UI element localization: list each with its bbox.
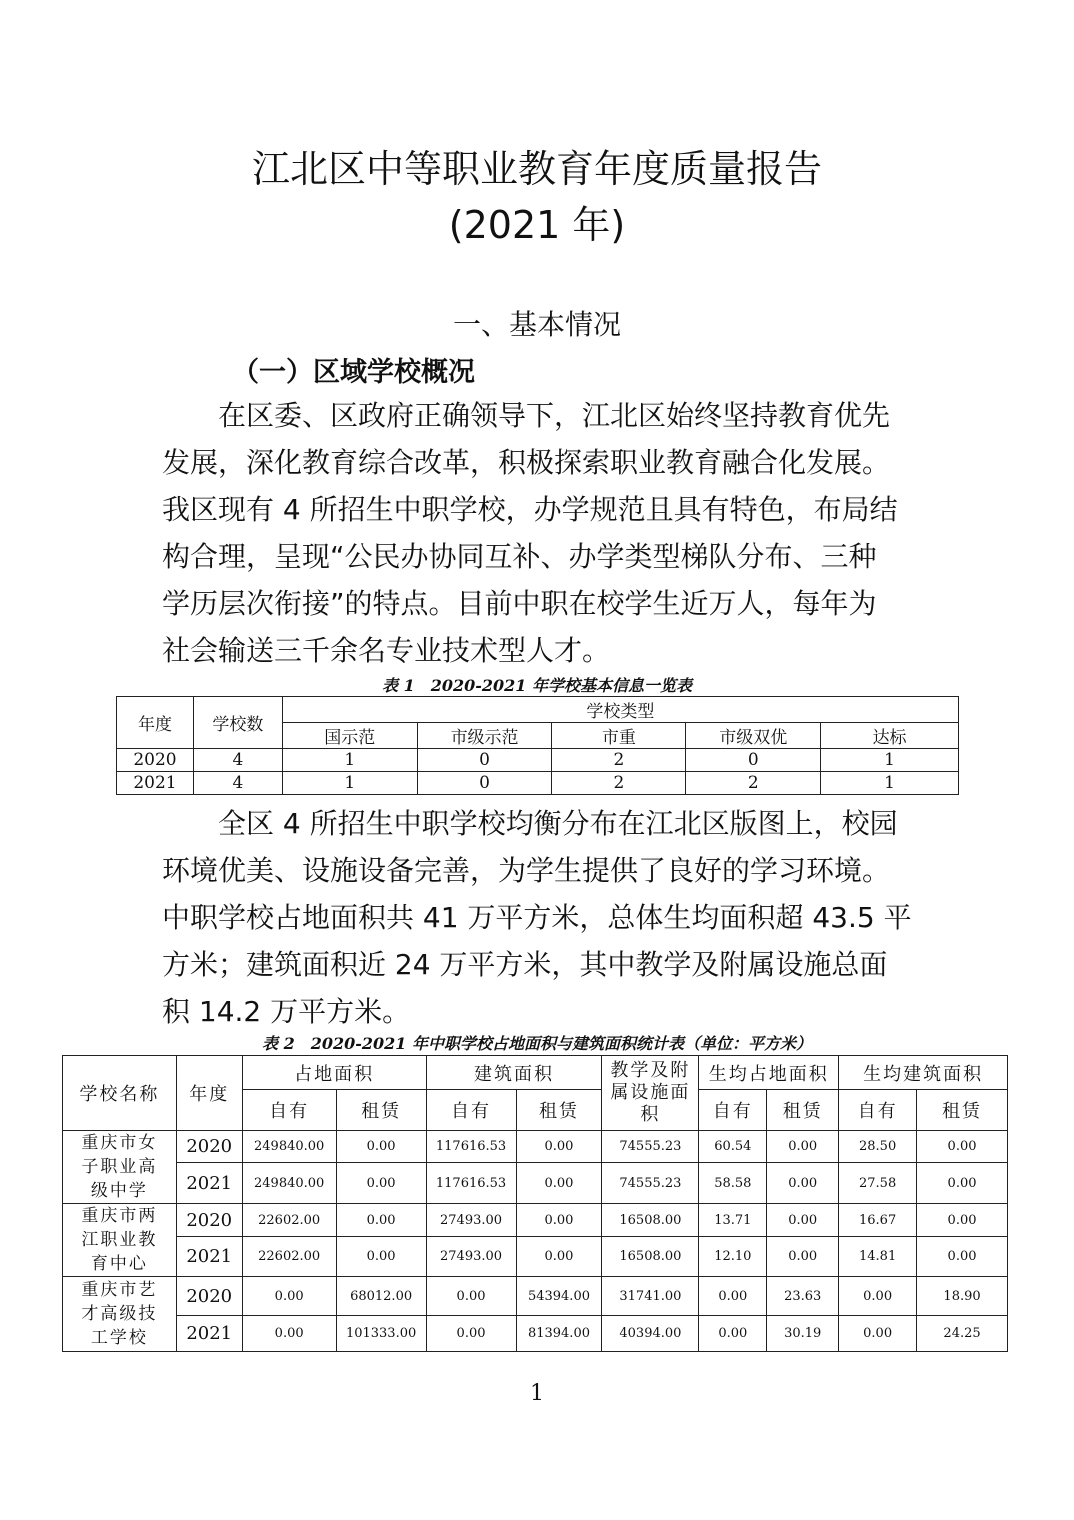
table-cell: 0.00 — [767, 1237, 839, 1277]
table-cell: 1 — [821, 772, 959, 795]
table-cell: 14.81 — [839, 1237, 917, 1277]
header-type: 市重 — [552, 723, 686, 749]
table-cell: 54394.00 — [516, 1277, 602, 1316]
paragraph-line: 方米；建筑面积近 24 万平方米，其中教学及附属设施总面 — [162, 948, 888, 981]
paragraph-line: 环境优美、设施设备完善，为学生提供了良好的学习环境。 — [162, 854, 891, 887]
table-cell: 2021 — [117, 772, 194, 795]
header-type: 市级示范 — [417, 723, 552, 749]
table-cell: 27.58 — [839, 1163, 917, 1204]
table-cell: 0.00 — [917, 1204, 1008, 1237]
header-year: 年度 — [117, 697, 194, 749]
table-cell: 1 — [821, 749, 959, 772]
table-cell: 0.00 — [516, 1131, 602, 1163]
header-own: 自有 — [699, 1090, 767, 1131]
table-cell: 16508.00 — [602, 1237, 699, 1277]
header-rent: 租赁 — [336, 1090, 426, 1131]
header-type: 市级双优 — [686, 723, 821, 749]
area-statistics-table — [62, 1055, 1008, 1352]
table-cell: 0.00 — [336, 1237, 426, 1277]
table-cell: 16.67 — [839, 1204, 917, 1237]
header-type: 达标 — [821, 723, 959, 749]
year-cell: 2021 — [176, 1237, 242, 1277]
table-cell: 2 — [686, 772, 821, 795]
header-rent: 租赁 — [917, 1090, 1008, 1131]
year-cell: 2020 — [176, 1277, 242, 1316]
page-number: 1 — [530, 1381, 544, 1406]
table-cell: 58.58 — [699, 1163, 767, 1204]
header-school-count: 学校数 — [193, 697, 282, 749]
table-cell: 4 — [193, 772, 282, 795]
header-teaching-facility-area: 教学及附 属设施面 积 — [602, 1056, 699, 1131]
header-type: 国示范 — [282, 723, 417, 749]
table-cell: 68012.00 — [336, 1277, 426, 1316]
header-rent: 租赁 — [516, 1090, 602, 1131]
table-cell: 0.00 — [917, 1131, 1008, 1163]
paragraph-line: 我区现有 4 所招生中职学校，办学规范且具有特色，布局结 — [162, 493, 898, 526]
year-cell: 2020 — [176, 1204, 242, 1237]
table-cell: 0 — [417, 749, 552, 772]
table-cell: 0.00 — [917, 1163, 1008, 1204]
table-cell: 0.00 — [767, 1163, 839, 1204]
table-cell: 12.10 — [699, 1237, 767, 1277]
table-row — [63, 1237, 1008, 1277]
table-row — [63, 1131, 1008, 1163]
table-cell: 2 — [552, 749, 686, 772]
header-building-area: 建筑面积 — [426, 1056, 602, 1090]
table-cell: 24.25 — [917, 1316, 1008, 1352]
school-name-cell: 重庆市女 子职业高 级中学 — [63, 1131, 177, 1204]
paragraph-line: 积 14.2 万平方米。 — [162, 995, 411, 1028]
header-school-name: 学校名称 — [63, 1056, 177, 1131]
school-name-cell: 重庆市艺 才高级技 工学校 — [63, 1277, 177, 1352]
table-cell: 31741.00 — [602, 1277, 699, 1316]
paragraph-line: 社会输送三千余名专业技术型人才。 — [162, 634, 611, 667]
year-cell: 2021 — [176, 1163, 242, 1204]
table-cell: 22602.00 — [242, 1237, 336, 1277]
table-cell: 27493.00 — [426, 1204, 516, 1237]
school-info-table — [116, 696, 959, 795]
table-cell: 23.63 — [767, 1277, 839, 1316]
table-cell: 74555.23 — [602, 1163, 699, 1204]
header-school-type: 学校类型 — [282, 697, 958, 723]
table-cell: 101333.00 — [336, 1316, 426, 1352]
table-cell: 28.50 — [839, 1131, 917, 1163]
table-row — [63, 1316, 1008, 1352]
table-cell: 0 — [417, 772, 552, 795]
table-cell: 13.71 — [699, 1204, 767, 1237]
subsection-heading: （一）区域学校概况 — [232, 357, 475, 388]
table-cell: 117616.53 — [426, 1163, 516, 1204]
table-cell: 1 — [282, 772, 417, 795]
table-cell: 0.00 — [699, 1277, 767, 1316]
table-cell: 1 — [282, 749, 417, 772]
table-cell: 0.00 — [917, 1237, 1008, 1277]
table-cell: 0.00 — [699, 1316, 767, 1352]
table-cell: 0.00 — [336, 1163, 426, 1204]
table-cell: 0.00 — [839, 1277, 917, 1316]
table-cell: 22602.00 — [242, 1204, 336, 1237]
header-year: 年度 — [176, 1056, 242, 1131]
table-cell: 0.00 — [516, 1163, 602, 1204]
table-cell: 27493.00 — [426, 1237, 516, 1277]
header-own: 自有 — [839, 1090, 917, 1131]
table-cell: 0 — [686, 749, 821, 772]
table2-caption: 表 2 2020-2021 年中职学校占地面积与建筑面积统计表（单位：平方米） — [262, 1034, 812, 1053]
document-subtitle: (2021 年) — [448, 203, 626, 247]
paragraph-line: 构合理，呈现“公民办协同互补、办学类型梯队分布、三种 — [162, 540, 877, 573]
table-cell: 0.00 — [336, 1131, 426, 1163]
header-building-per-student: 生均建筑面积 — [839, 1056, 1008, 1090]
paragraph-line: 发展，深化教育综合改革，积极探索职业教育融合化发展。 — [162, 446, 891, 479]
table-cell: 0.00 — [242, 1316, 336, 1352]
table-cell: 0.00 — [426, 1316, 516, 1352]
table-cell: 0.00 — [516, 1237, 602, 1277]
table-row — [117, 772, 959, 795]
table-cell: 0.00 — [426, 1277, 516, 1316]
table-cell: 2 — [552, 772, 686, 795]
document-title: 江北区中等职业教育年度质量报告 — [251, 147, 822, 191]
section-heading: 一、基本情况 — [452, 308, 621, 341]
paragraph-line: 全区 4 所招生中职学校均衡分布在江北区版图上，校园 — [218, 807, 898, 840]
table-cell: 0.00 — [336, 1204, 426, 1237]
school-name-cell: 重庆市两 江职业教 育中心 — [63, 1204, 177, 1277]
table-row — [63, 1277, 1008, 1316]
header-land-area: 占地面积 — [242, 1056, 426, 1090]
table-row — [63, 1204, 1008, 1237]
table-row — [117, 749, 959, 772]
table-cell: 16508.00 — [602, 1204, 699, 1237]
table-cell: 40394.00 — [602, 1316, 699, 1352]
table-cell: 2020 — [117, 749, 194, 772]
header-own: 自有 — [242, 1090, 336, 1131]
table-cell: 117616.53 — [426, 1131, 516, 1163]
table-cell: 18.90 — [917, 1277, 1008, 1316]
table-row — [63, 1163, 1008, 1204]
table-cell: 249840.00 — [242, 1131, 336, 1163]
paragraph-line: 学历层次衔接”的特点。目前中职在校学生近万人，每年为 — [162, 587, 877, 620]
table-cell: 60.54 — [699, 1131, 767, 1163]
header-own: 自有 — [426, 1090, 516, 1131]
table-cell: 0.00 — [767, 1131, 839, 1163]
header-rent: 租赁 — [767, 1090, 839, 1131]
paragraph-line: 中职学校占地面积共 41 万平方米，总体生均面积超 43.5 平 — [162, 901, 912, 934]
table1-caption: 表 1 2020-2021 年学校基本信息一览表 — [382, 676, 692, 695]
table-cell: 0.00 — [767, 1204, 839, 1237]
table-cell: 0.00 — [242, 1277, 336, 1316]
table-cell: 4 — [193, 749, 282, 772]
table-cell: 30.19 — [767, 1316, 839, 1352]
table-cell: 0.00 — [839, 1316, 917, 1352]
paragraph-facilities — [162, 800, 914, 1035]
table-cell: 81394.00 — [516, 1316, 602, 1352]
year-cell: 2021 — [176, 1316, 242, 1352]
table-cell: 74555.23 — [602, 1131, 699, 1163]
table-cell: 249840.00 — [242, 1163, 336, 1204]
paragraph-overview — [162, 392, 914, 674]
header-land-per-student: 生均占地面积 — [699, 1056, 839, 1090]
paragraph-line: 在区委、区政府正确领导下，江北区始终坚持教育优先 — [218, 399, 891, 432]
table-cell: 0.00 — [516, 1204, 602, 1237]
year-cell: 2020 — [176, 1131, 242, 1163]
